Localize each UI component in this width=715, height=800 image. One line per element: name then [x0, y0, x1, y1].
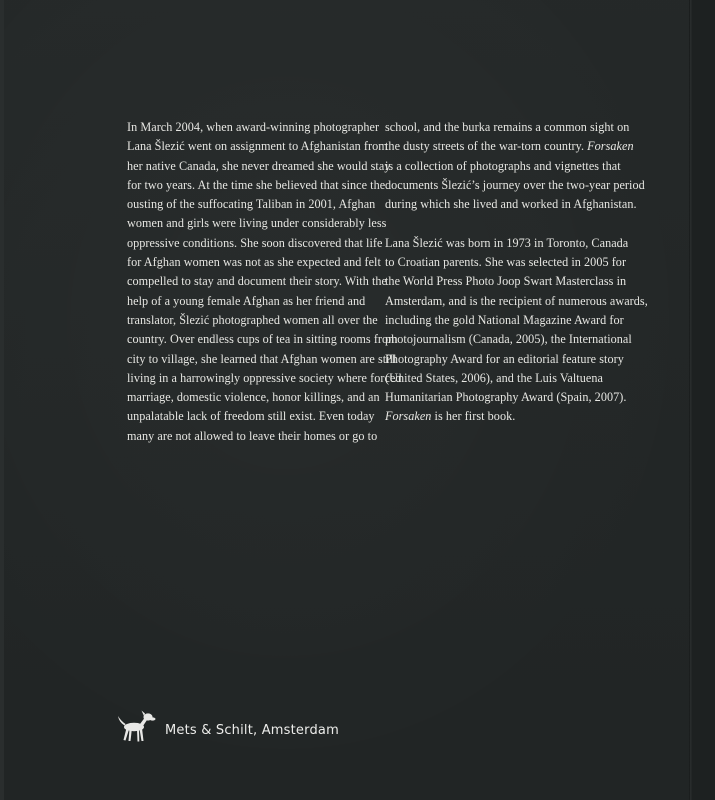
- text-line: (United States, 2006), and the Luis Valtuena: [385, 370, 603, 385]
- dog-icon: [115, 708, 157, 746]
- book-title: Forsaken: [587, 139, 634, 154]
- text-line: ousting of the suffocating Taliban in 2001, Afghan: [127, 197, 376, 212]
- text-line: her native Canada, she never dreamed she would stay: [127, 158, 391, 173]
- text-line: Amsterdam, and is the recipient of numerous awards,: [385, 293, 648, 308]
- text-line: Photography Award for an editorial feature story: [385, 351, 624, 366]
- text-line: documents Šlezić’s journey over the two-year period: [385, 177, 645, 192]
- text-line: the World Press Photo Joop Swart Masterclass in: [385, 274, 627, 289]
- text-line: living in a harrowingly oppressive society where forced: [127, 370, 402, 385]
- text-line: country. Over endless cups of tea in sitting rooms from: [127, 332, 398, 347]
- publisher-imprint: [115, 708, 339, 746]
- text-line: is a collection of photographs and vignettes that: [385, 158, 621, 173]
- text-line: city to village, she learned that Afghan women are still: [127, 351, 397, 366]
- text-fragment: the dusty streets of the war-torn country.: [385, 139, 585, 154]
- text-fragment: is her first book.: [434, 409, 516, 424]
- publisher-name: Mets & Schilt, Amsterdam: [165, 722, 339, 738]
- spine-strip: [692, 0, 715, 800]
- text-line: for two years. At the time she believed that since the: [127, 177, 386, 192]
- text-line: [385, 407, 641, 426]
- description-left-column: [127, 118, 402, 446]
- text-line: [385, 137, 641, 156]
- text-line: unpalatable lack of freedom still exist. Even today: [127, 409, 375, 424]
- text-line: help of a young female Afghan as her friend and: [127, 293, 366, 308]
- text-line: Lana Šlezić was born in 1973 in Toronto, Canada: [385, 235, 629, 250]
- text-line: photojournalism (Canada, 2005), the International: [385, 332, 632, 347]
- text-line: Humanitarian Photography Award (Spain, 2007).: [385, 390, 627, 405]
- text-line: compelled to stay and document their story. With the: [127, 274, 388, 289]
- text-line: school, and the burka remains a common sight on: [385, 120, 630, 134]
- description-right-column: [385, 118, 648, 427]
- book-title: Forsaken: [385, 409, 432, 424]
- text-line: many are not allowed to leave their homes or go to: [127, 428, 378, 443]
- text-line: marriage, domestic violence, honor killings, and an: [127, 390, 380, 405]
- text-line: In March 2004, when award-winning photographer: [127, 120, 380, 134]
- text-line: during which she lived and worked in Afghanistan.: [385, 197, 637, 212]
- text-line: Lana Šlezić went on assignment to Afghanistan from: [127, 139, 388, 154]
- text-line: to Croatian parents. She was selected in 2005 for: [385, 255, 627, 270]
- text-line: including the gold National Magazine Award for: [385, 312, 624, 327]
- text-line: oppressive conditions. She soon discovered that life: [127, 235, 383, 250]
- text-line: translator, Šlezić photographed women all over the: [127, 312, 378, 327]
- paragraph-gap: [385, 214, 641, 233]
- text-line: women and girls were living under considerably less: [127, 216, 387, 231]
- text-line: for Afghan women was not as she expected and felt: [127, 255, 381, 270]
